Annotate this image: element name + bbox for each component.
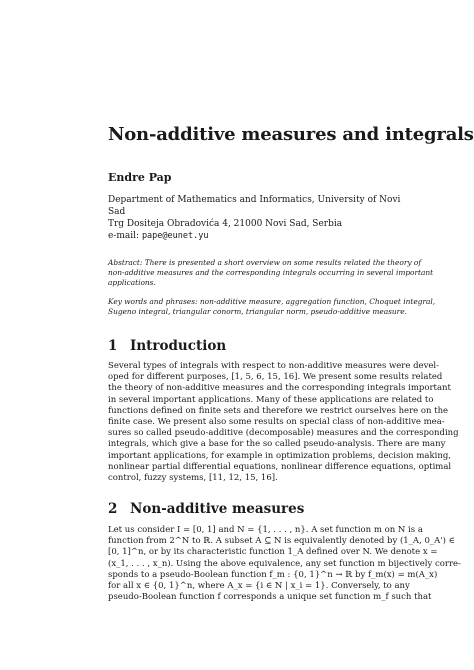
keywords-line: Sugeno integral, triangular conorm, triangular norm, pseudo-additive measure. [108,307,407,316]
text-line: sures so called pseudo-additive (decomposable) measures and the corresponding [108,428,459,439]
text-line: pseudo-Boolean function f corresponds a unique set function m_f such that [108,592,432,603]
section-number: 1 [108,338,118,354]
affiliation-address: Trg Dositeja Obradovića 4, 21000 Novi Sad, Serbia [108,219,343,229]
text-line: nonlinear partial differential equations, nonlinear difference equations, optimal [108,461,452,472]
text-line: the theory of non-additive measures and the corresponding integrals important [108,383,451,394]
email-address: pape@eunet.yu [141,231,209,241]
text-line: integrals, which give a base for the so called pseudo-analysis. There are many [108,439,446,450]
section-title: Introduction [130,338,227,354]
affiliation-email-line [108,230,408,242]
non-additive-measures-text [108,525,461,603]
text-line: (x_1, . . . , x_n). Using the above equivalence, any set function m bijectively corre- [108,558,461,569]
text-line: function from 2^N to ℝ. A subset A ⊆ N is equivalently denoted by (1_A, 0_A') ∈ [108,536,455,547]
abstract-line: Abstract: There is presented a short overview on some results related the theory of [108,258,422,267]
section-heading-non-additive-measures [108,501,304,517]
text-line: important applications, for example in optimization problems, decision making, [108,450,451,461]
introduction-text [108,361,459,484]
section-number: 2 [108,501,118,517]
text-line: in several important applications. Many of these applications are related to [108,394,434,405]
text-line: Let us consider I = [0, 1] and N = {1, . . . , n}. A set function m on N is a [108,525,423,535]
text-line: oped for different purposes, [1, 5, 6, 15, 16]. We present some results related [108,372,443,383]
abstract-line: non-additive measures and the corresponding integrals occurring in several important [108,268,434,277]
section-heading-introduction [108,338,226,354]
paper-title: Non-additive measures and integrals [108,124,474,145]
keywords-line: Key words and phrases: non-additive measure, aggregation function, Choquet integral, [108,297,436,306]
author-name: Endre Pap [108,171,172,184]
text-line: control, fuzzy systems, [11, 12, 15, 16]. [108,473,278,484]
text-line: [0, 1]^n, or by its characteristic function 1_A defined over N. We denote x = [108,547,438,558]
text-line: functions defined on finite sets and therefore we restrict ourselves here on the [108,405,449,416]
text-line: sponds to a pseudo-Boolean function f_m : {0, 1}^n → ℝ by f_m(x) = m(A_x) [108,569,438,580]
text-line: finite case. We present also some results on special class of non-additive mea- [108,417,445,428]
text-line: for all x ∈ {0, 1}^n, where A_x = {i ∈ N | x_i = 1}. Conversely, to any [108,581,410,592]
email-prefix: e-mail: [108,231,140,241]
text-line: Several types of integrals with respect to non-additive measures were devel- [108,361,439,371]
abstract-line: applications. [108,278,156,287]
section-title: Non-additive measures [130,501,305,517]
abstract [108,258,434,288]
keywords [108,297,436,317]
affiliation-department: Department of Mathematics and Informatics, University of Novi Sad [108,195,401,217]
author-affiliation [108,194,408,242]
